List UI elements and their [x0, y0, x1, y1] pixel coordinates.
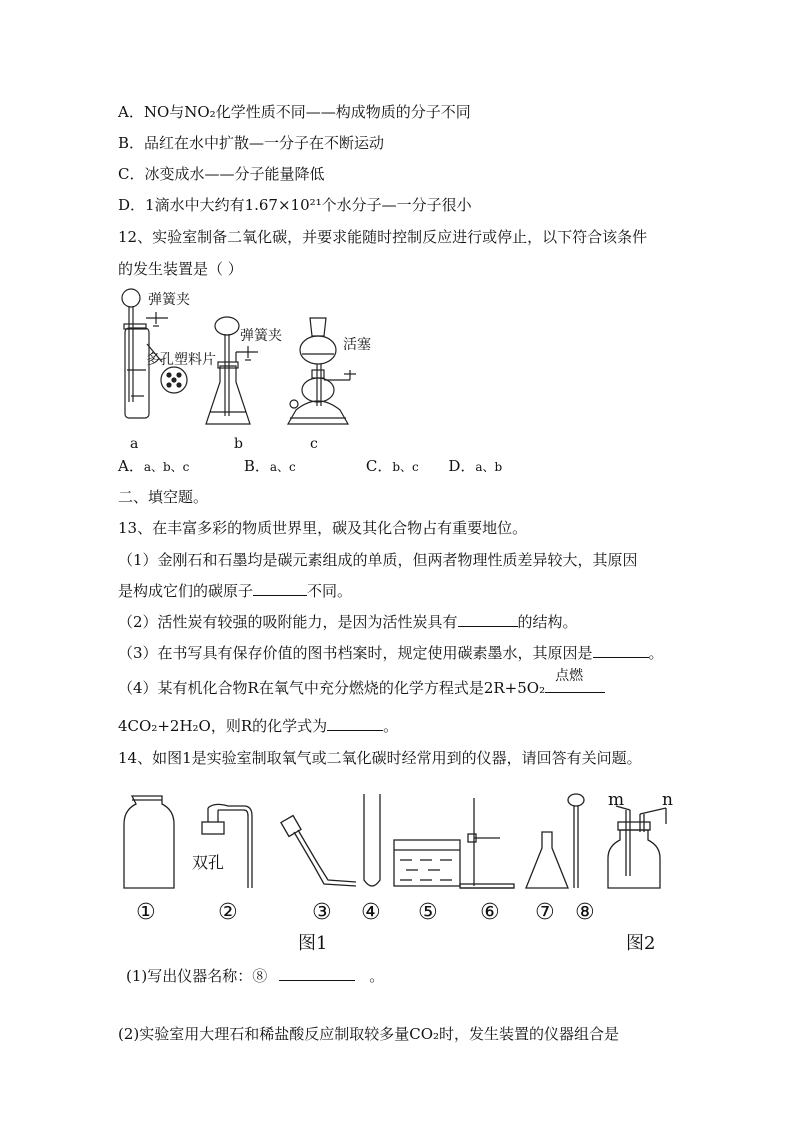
q13-part3: （3）在书写具有保存价值的图书档案时，规定使用碳素墨水，其原因是 。	[118, 644, 664, 662]
q12-stem-line1: 12、实验室制备二氧化碳，并要求能随时控制反应进行或停止，以下符合该条件	[118, 228, 648, 246]
choice-d-text: a、b	[475, 460, 503, 474]
instrument-8-funnel	[568, 794, 584, 888]
number-5: ⑤	[418, 900, 438, 925]
number-7: ⑦	[535, 900, 555, 925]
answer-blank-1[interactable]	[253, 581, 307, 596]
q14-sub1: (1)写出仪器名称：⑧ 。	[126, 967, 385, 985]
number-2: ②	[218, 900, 238, 925]
choice-a-letter: A．	[118, 457, 144, 475]
figure-2-caption: 图2	[626, 933, 656, 954]
instrument-7-flask	[526, 832, 568, 888]
q13-part2: （2）活性炭有较强的吸附能力，是因为活性炭具有 的结构。	[118, 613, 578, 631]
answer-blank-3[interactable]	[593, 643, 649, 658]
q13-part4-line2: 4CO₂+2H₂O，则R的化学式为 。	[118, 717, 399, 735]
option-b: B．品红在水中扩散—一分子在不断运动	[118, 134, 385, 152]
instrument-6-iron-stand	[460, 798, 514, 888]
label-m: m	[608, 790, 625, 810]
label-spring-clip-b: 弹簧夹	[240, 328, 282, 344]
label-apparatus-b: b	[234, 436, 243, 452]
q13-stem: 13、在丰富多彩的物质世界里，碳及其化合物占有重要地位。	[118, 519, 528, 537]
label-apparatus-c: c	[310, 436, 318, 452]
q12-choices	[118, 456, 502, 477]
answer-blank-5[interactable]	[279, 966, 355, 981]
option-a: A．NO与NO₂化学性质不同——构成物质的分子不同	[118, 103, 471, 121]
reaction-condition: 点燃	[555, 668, 584, 684]
choice-b-text: a、c	[269, 460, 296, 474]
choice-c-text: b、c	[392, 460, 419, 474]
q14-instruments-figure	[118, 788, 678, 900]
label-apparatus-a: a	[130, 436, 139, 452]
reaction-arrow	[545, 668, 605, 693]
q12-stem-line2: 的发生装置是（ ）	[118, 260, 243, 278]
q13-part1-line2: 是构成它们的碳原子 不同。	[118, 582, 353, 600]
gas-washing-bottle	[608, 806, 666, 888]
instrument-4-test-tube	[364, 794, 380, 886]
q14-sub2: (2)实验室用大理石和稀盐酸反应制取较多量CO₂时，发生装置的仪器组合是	[118, 1025, 620, 1043]
answer-blank-2[interactable]	[458, 612, 518, 627]
answer-blank-4[interactable]	[327, 716, 383, 731]
choice-d-letter: D．	[448, 457, 476, 475]
choice-b-letter: B．	[243, 457, 270, 475]
figure-1-caption: 图1	[298, 933, 328, 954]
instrument-1-bottle	[124, 796, 174, 888]
label-n: n	[662, 790, 673, 810]
label-porous-plate: 多孔塑料片	[146, 352, 216, 368]
instrument-2-stopper	[202, 804, 252, 888]
instrument-3-bent-tube	[281, 816, 356, 886]
instrument-5-trough	[394, 840, 460, 886]
label-valve: 活塞	[343, 337, 371, 353]
number-1: ①	[136, 900, 156, 925]
section-title: 二、填空题。	[118, 488, 209, 506]
number-3: ③	[312, 900, 332, 925]
q14-stem: 14、如图1是实验室制取氧气或二氧化碳时经常用到的仪器，请回答有关问题。	[118, 749, 642, 767]
number-4: ④	[361, 900, 381, 925]
choice-a-text: a、b、c	[143, 460, 190, 474]
number-8: ⑧	[575, 900, 595, 925]
choice-c-letter: C．	[365, 457, 393, 475]
option-d: D．1滴水中大约有1.67×10²¹个水分子—一分子很小	[118, 196, 472, 214]
q13-part4: （4）某有机化合物R在氧气中充分燃烧的化学方程式是2R+5O₂ 点燃	[118, 678, 605, 698]
q13-part1-line1: （1）金刚石和石墨均是碳元素组成的单质，但两者物理性质差异较大，其原因	[118, 551, 638, 569]
label-double-hole: 双孔	[192, 853, 225, 872]
label-spring-clip-a: 弹簧夹	[148, 292, 190, 308]
option-c: C．冰变成水——分子能量降低	[118, 165, 325, 183]
number-6: ⑥	[480, 900, 500, 925]
